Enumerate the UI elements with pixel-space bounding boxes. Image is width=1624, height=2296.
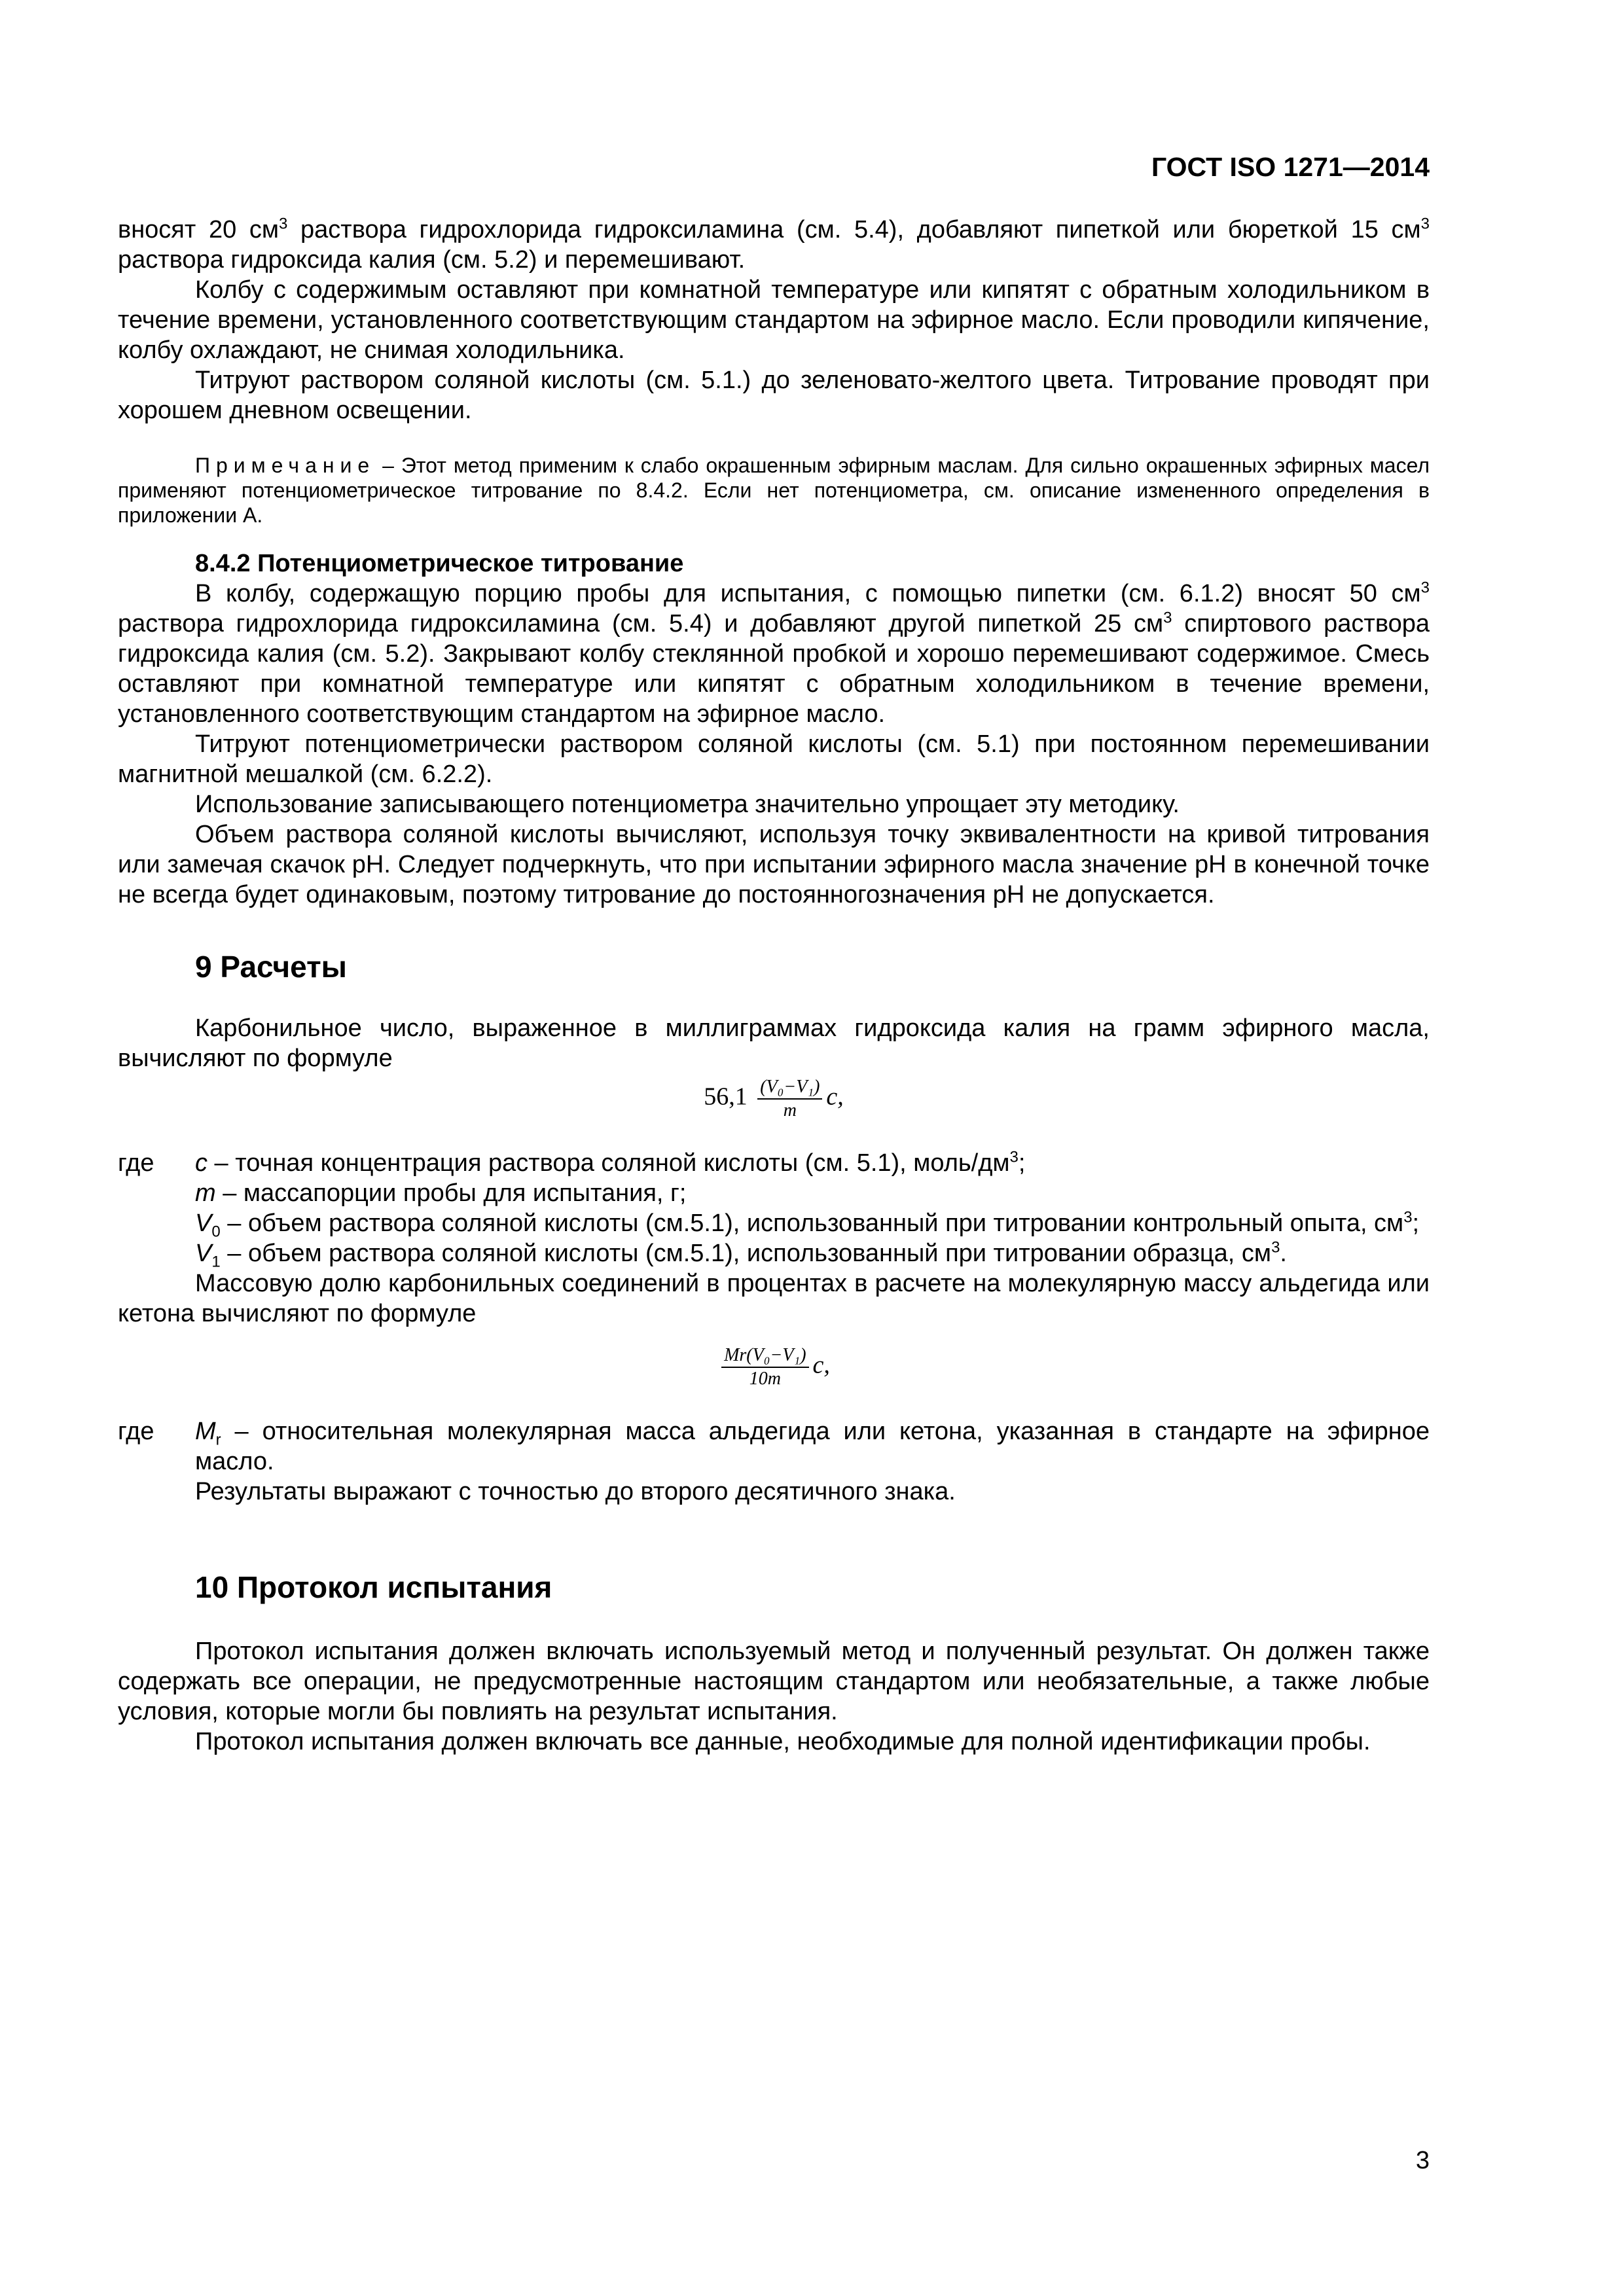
- paragraph-titration: Титруют раствором соляной кислоты (см. 5.1.) до зеленовато-желтого цвета. Титрование проводят при хорошем дневном освещении.: [118, 367, 1430, 424]
- where-label: где: [118, 1149, 154, 1177]
- standard-header: ГОСТ ISO 1271—2014: [1151, 152, 1430, 182]
- paragraph-842-4: Объем раствора соляной кислоты вычисляют, используя точку эквивалентности на кривой титрования или замечая скачок pH. Следует подчеркнуть, что при испытании эфирного масла значение pH в конечной точке не всегда будет одинаковым, поэтому титрование до постоянногозначения pH не допускается.: [118, 821, 1430, 908]
- paragraph-flask: Колбу с содержимым оставляют при комнатной температуре или кипятят с обратным холодильником в течение времени, установленного соответствующим стандартом на эфирное масло. Если проводили кипячение, колбу охлаждают, не снимая холодильника.: [118, 276, 1430, 364]
- body-top: [118, 215, 1430, 1757]
- formula-mass-fraction: $\frac{\text{Mr(V₀−V₁)}}{10m}$ c,: [118, 1344, 1430, 1410]
- section-842-title: 8.4.2 Потенциометрическое титрование: [195, 550, 684, 577]
- results-precision: Результаты выражают с точностью до второго десятичного знака.: [195, 1478, 956, 1505]
- definitions-2: [118, 1416, 1430, 1507]
- formula-1-fraction: $\frac{\text{(V₀−V₁)}}{m}$: [757, 1076, 822, 1122]
- note: [118, 453, 1430, 528]
- paragraph-carbonyl-number: Карбонильное число, выраженное в миллиграммах гидроксида калия на грамм эфирного масла, вычисляют по формуле: [118, 1014, 1430, 1072]
- where-label-2: где: [118, 1418, 154, 1445]
- def-c: c – точная концентрация раствора соляной кислоты (см. 5.1), моль/$дм^3$;: [195, 1148, 1026, 1177]
- def-mr: $M_r$ – относительная молекулярная масса альдегида или кетона, указанная в стандарте на эфирное масло.: [195, 1418, 1430, 1475]
- page-number: 3: [1415, 2147, 1430, 2174]
- formula-carbonyl-number: 56,1 $\frac{\text{(V₀−V₁)}}{m}$ c,: [704, 1077, 844, 1121]
- formula-2-fraction: $\frac{\text{Mr(V₀−V₁)}}{10m}$: [721, 1344, 808, 1390]
- def-v0: $V_0$ – объем раствора соляной кислоты (см.5.1), использованный при титровании контрольный опыта, $см^3$;: [195, 1208, 1420, 1241]
- section-9-title: 9 Расчеты: [195, 950, 347, 984]
- paragraph-mass-fraction: Массовую долю карбонильных соединений в процентах в расчете на молекулярную массу альдегида или кетона вычисляют по формуле: [118, 1270, 1430, 1327]
- note-label: Примечание: [195, 454, 376, 477]
- definitions-1: [118, 1148, 1430, 1271]
- def-m: m – массапорции пробы для испытания, г;: [195, 1179, 687, 1207]
- paragraph-842-2: Титруют потенциометрически раствором соляной кислоты (см. 5.1) при постоянном перемешивании магнитной мешалкой (см. 6.2.2).: [118, 730, 1430, 788]
- paragraph-protocol-2: Протокол испытания должен включать все данные, необходимые для полной идентификации пробы.: [195, 1728, 1371, 1755]
- paragraph-protocol-1: Протокол испытания должен включать используемый метод и полученный результат. Он должен также содержать все операции, не предусмотренные настоящим стандартом или необязательные, а также любые условия, которые могли бы повлиять на результат испытания.: [118, 1638, 1430, 1725]
- def-v1: $V_1$ – объем раствора соляной кислоты (см.5.1), использованный при титровании образца, $см^3$.: [195, 1238, 1287, 1271]
- section-10-title: 10 Протокол испытания: [195, 1570, 552, 1604]
- paragraph-842-3: Использование записывающего потенциометра значительно упрощает эту методику.: [195, 791, 1180, 818]
- paragraph-842-1: В колбу, содержащую порцию пробы для испытания, с помощью пипетки (см. 6.1.2) вносят 50 $см^3$ раствора гидрохлорида гидроксиламина (см. 5.4) и добавляют другой пипеткой 25 $см^3$ спиртового раствора гидроксида калия (см. 5.2). Закрывают колбу стеклянной пробкой и хорошо перемешивают содержимое. Смесь оставляют при комнатной температуре или кипятят с обратным холодильником в течение времени, установленного соответствующим стандартом на эфирное масло.: [118, 579, 1430, 728]
- paragraph-reagents: вносят 20 $см^3$ раствора гидрохлорида гидроксиламина (см. 5.4), добавляют пипеткой или бюреткой 15 $см^3$ раствора гидроксида калия (см. 5.2) и перемешивают.: [118, 215, 1430, 274]
- note-text: – Этот метод применим к слабо окрашенным эфирным маслам. Для сильно окрашенных эфирных масел применяют потенциометрическое титрование по 8.4.2. Если нет потенциометра, см. описание измененного определения в приложении А.: [118, 454, 1430, 527]
